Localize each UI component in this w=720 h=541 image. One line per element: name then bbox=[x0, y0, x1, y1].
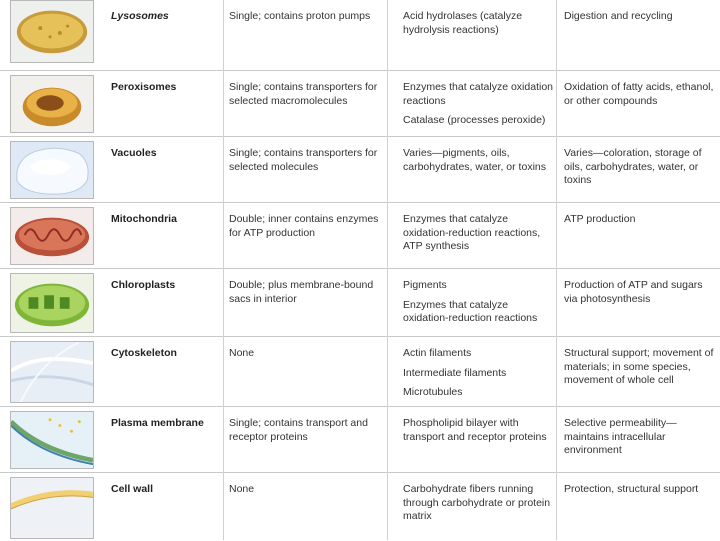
mitochondrion-illustration bbox=[10, 207, 94, 265]
table-row-peroxisomes bbox=[0, 70, 720, 137]
organelle-name: Vacuoles bbox=[111, 147, 157, 159]
contents-line: Acid hydrolases (catalyze hydrolysis reactions) bbox=[403, 10, 523, 36]
contents-description bbox=[403, 279, 553, 332]
cell-wall-illustration bbox=[10, 477, 94, 539]
contents-line: Enzymes that catalyze oxidation-reduction reactions, ATP synthesis bbox=[403, 213, 541, 252]
contents-description bbox=[403, 81, 553, 134]
contents-description bbox=[403, 347, 553, 406]
organelle-name: Cytoskeleton bbox=[111, 347, 177, 359]
contents-line: Actin filaments bbox=[403, 347, 472, 359]
contents-line: Enzymes that catalyze oxidation reactions bbox=[403, 81, 553, 107]
plasma-membrane-illustration bbox=[10, 411, 94, 469]
column-divider bbox=[387, 0, 388, 540]
column-divider bbox=[556, 0, 557, 540]
function-description: Digestion and recycling bbox=[564, 10, 673, 22]
function-description: ATP production bbox=[564, 213, 636, 225]
membrane-description: Single; contains transporters for selected macromolecules bbox=[229, 81, 378, 107]
contents-description bbox=[403, 213, 553, 260]
column-divider bbox=[223, 0, 224, 540]
contents-line: Intermediate filaments bbox=[403, 366, 507, 379]
peroxisome-illustration bbox=[10, 75, 94, 133]
organelle-name: Peroxisomes bbox=[111, 81, 177, 93]
contents-description bbox=[403, 483, 553, 530]
organelle-name: Plasma membrane bbox=[111, 417, 204, 429]
function-description: Production of ATP and sugars via photosynthesis bbox=[564, 279, 703, 305]
contents-description bbox=[403, 417, 553, 450]
contents-line: Microtubules bbox=[403, 386, 463, 398]
table-row-cytoskeleton bbox=[0, 336, 720, 407]
chloroplast-illustration bbox=[10, 273, 94, 333]
organelle-name: Chloroplasts bbox=[111, 279, 176, 291]
membrane-description: None bbox=[229, 347, 255, 359]
vacuole-illustration bbox=[10, 141, 94, 199]
organelle-name: Mitochondria bbox=[111, 213, 177, 225]
contents-line: Varies—pigments, oils, carbohydrates, water, or toxins bbox=[403, 147, 546, 173]
membrane-description: Single; contains proton pumps bbox=[229, 10, 371, 22]
membrane-description: Double; plus membrane-bound sacs in interior bbox=[229, 279, 374, 305]
table-row-plasma-membrane bbox=[0, 406, 720, 473]
table-row-chloroplasts bbox=[0, 268, 720, 337]
contents-line: Enzymes that catalyze oxidation-reduction reactions bbox=[403, 298, 538, 324]
organelle-name: Lysosomes bbox=[111, 10, 169, 22]
organelle-name: Cell wall bbox=[111, 483, 154, 495]
contents-description bbox=[403, 10, 553, 43]
table-row-mitochondria bbox=[0, 202, 720, 269]
contents-line: Catalase (processes peroxide) bbox=[403, 114, 546, 126]
contents-line: Phospholipid bilayer with transport and receptor proteins bbox=[403, 417, 547, 443]
lysosome-illustration bbox=[10, 0, 94, 63]
table-row-cell-wall bbox=[0, 472, 720, 541]
contents-line: Carbohydrate fibers running through carbohydrate or protein matrix bbox=[403, 483, 551, 522]
contents-description bbox=[403, 147, 553, 180]
table-row-lysosomes bbox=[0, 0, 720, 70]
membrane-description: Single; contains transport and receptor proteins bbox=[229, 417, 368, 443]
membrane-description: None bbox=[229, 483, 255, 495]
membrane-description: Single; contains transporters for selected molecules bbox=[229, 147, 378, 173]
function-description: Varies—coloration, storage of oils, carbohydrates, water, or toxins bbox=[564, 147, 702, 186]
function-description: Selective permeability—maintains intracellular environment bbox=[564, 417, 677, 456]
contents-line: Pigments bbox=[403, 279, 447, 291]
cytoskeleton-illustration bbox=[10, 341, 94, 403]
membrane-description: Double; inner contains enzymes for ATP production bbox=[229, 213, 379, 239]
table-row-vacuoles bbox=[0, 136, 720, 203]
function-description: Protection, structural support bbox=[564, 483, 699, 495]
function-description: Structural support; movement of materials; in some species, movement of whole cell bbox=[564, 347, 714, 386]
function-description: Oxidation of fatty acids, ethanol, or other compounds bbox=[564, 81, 714, 107]
